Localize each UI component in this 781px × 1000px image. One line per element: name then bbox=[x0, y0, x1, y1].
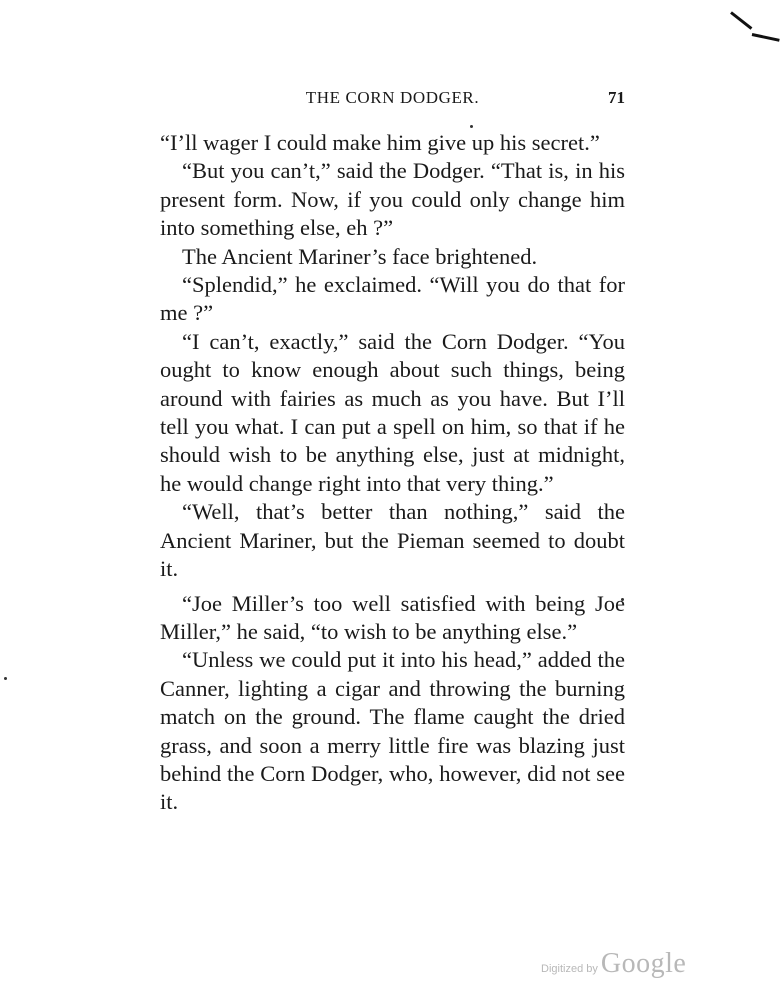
scan-speck bbox=[470, 125, 473, 128]
paragraph: “Joe Miller’s too well satisfied with being Joe Miller,” he said, “to wish to be anything else.” bbox=[160, 590, 625, 644]
scan-mark bbox=[752, 33, 780, 42]
body-text bbox=[160, 129, 625, 817]
scan-mark bbox=[730, 11, 752, 29]
paragraph: “I can’t, exactly,” said the Corn Dodger. “You ought to know enough about such things, being around with fairies as much as you have. But I’ll tell you what. I can put a spell on him, so that if he should wish to be anything else, just at midnight, he would change right into that very thing.” bbox=[160, 328, 625, 496]
paragraph: “I’ll wager I could make him give up his secret.” bbox=[160, 130, 600, 155]
paragraph: “Well, that’s better than nothing,” said the Ancient Mariner, but the Pieman seemed to doubt it. bbox=[160, 499, 625, 582]
page-number: 71 bbox=[608, 88, 625, 107]
running-title: THE CORN DODGER. bbox=[305, 88, 480, 107]
paragraph: The Ancient Mariner’s face brightened. bbox=[182, 243, 538, 269]
running-head bbox=[160, 88, 625, 112]
digitized-watermark bbox=[541, 948, 686, 982]
paragraph: “But you can’t,” said the Dodger. “That is, in his present form. Now, if you could only change him into something else, eh ?” bbox=[160, 158, 625, 241]
paragraph: “Splendid,” he exclaimed. “Will you do that for me ?” bbox=[160, 272, 625, 326]
paragraph: “Unless we could put it into his head,” added the Canner, lighting a cigar and throwing the burning match on the ground. The flame caught the dried grass, and soon a merry little fire was blazing just behind the Corn Dodger, who, however, did not see it. bbox=[160, 647, 625, 815]
scan-speck bbox=[4, 677, 7, 680]
digitized-label: Digitized by bbox=[541, 963, 598, 975]
google-logo: Google bbox=[600, 948, 687, 979]
